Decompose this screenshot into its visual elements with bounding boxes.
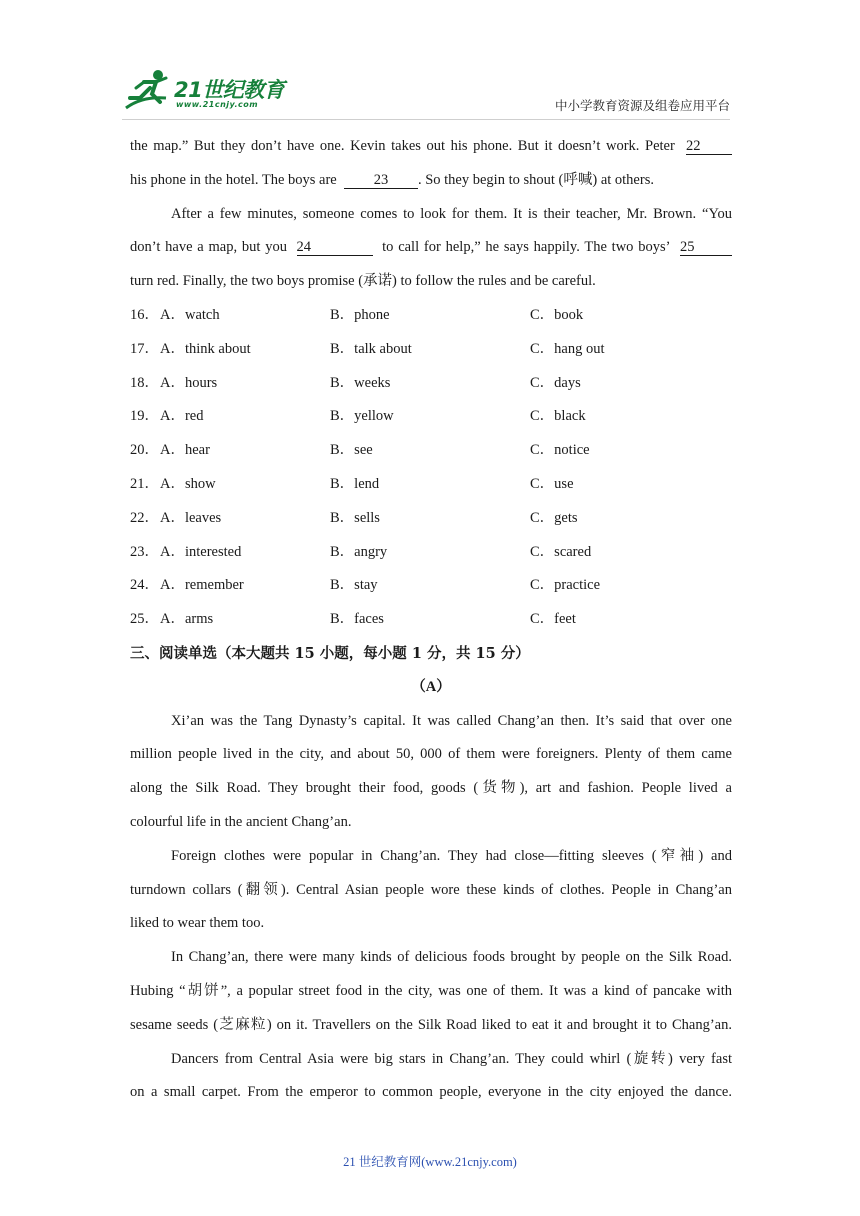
page-content <box>130 130 732 1110</box>
passage-line: liked to wear them too. <box>130 915 265 932</box>
cloze-text: don’t have a map, but you <box>130 239 287 256</box>
option-c[interactable]: C．gets <box>530 509 578 526</box>
option-c[interactable]: C．notice <box>530 442 590 459</box>
passage-line: Foreign clothes were popular in Chang’an. They had close—fitting sleeves (窄袖) and <box>171 847 732 864</box>
question-number: 21． <box>130 475 159 492</box>
option-row <box>130 502 732 536</box>
question-number: 23． <box>130 543 159 560</box>
option-c[interactable]: C．hang out <box>530 340 605 357</box>
passage-line: on a small carpet. From the emperor to common people, everyone in the city enjoyed the dance. <box>130 1084 732 1101</box>
cloze-text: . So they begin to shout (呼喊) at others. <box>417 171 654 188</box>
cloze-line <box>130 231 732 265</box>
passage-line: Dancers from Central Asia were big stars in Chang’an. They could whirl (旋转) very fast <box>171 1050 732 1067</box>
cloze-line: After a few minutes, someone comes to look for them. It is their teacher, Mr. Brown. “You <box>171 205 732 222</box>
question-number: 17． <box>130 340 159 357</box>
cloze-line <box>130 164 732 198</box>
question-number: 24． <box>130 577 159 594</box>
passage-line: colourful life in the ancient Chang’an. <box>130 813 352 830</box>
option-row <box>130 603 732 637</box>
option-a[interactable]: A．interested <box>160 543 242 560</box>
blank-22: 22 <box>686 139 732 155</box>
option-a[interactable]: A．think about <box>160 340 251 357</box>
question-number: 18． <box>130 374 159 391</box>
question-number: 16． <box>130 306 159 323</box>
blank-23: 23 <box>344 173 418 189</box>
option-b[interactable]: B．lend <box>330 475 380 492</box>
option-row <box>130 299 732 333</box>
option-row <box>130 434 732 468</box>
passage-line: Hubing “胡饼”, a popular street food in the city, was one of them. It was a kind of pancake with <box>130 982 732 999</box>
option-c[interactable]: C．feet <box>530 611 576 628</box>
option-c[interactable]: C．use <box>530 475 574 492</box>
option-a[interactable]: A．hours <box>160 374 218 391</box>
question-number: 22． <box>130 509 159 526</box>
option-b[interactable]: B．sells <box>330 509 380 526</box>
option-a[interactable]: A．red <box>160 408 204 425</box>
page-header <box>0 0 860 125</box>
cloze-text: the map.” But they don’t have one. Kevin takes out his phone. But it doesn’t work. Peter <box>130 138 675 154</box>
blank-24: 24 <box>297 240 373 256</box>
option-a[interactable]: A．watch <box>160 306 220 323</box>
option-a[interactable]: A．arms <box>160 611 214 628</box>
option-a[interactable]: A．hear <box>160 442 210 459</box>
option-c[interactable]: C．days <box>530 374 581 391</box>
option-row <box>130 400 732 434</box>
option-row <box>130 367 732 401</box>
option-b[interactable]: B．see <box>330 442 373 459</box>
passage-line: In Chang’an, there were many kinds of delicious foods brought by people on the Silk Road. <box>171 949 732 966</box>
option-a[interactable]: A．leaves <box>160 509 222 526</box>
option-c[interactable]: C．book <box>530 306 584 323</box>
passage-line: along the Silk Road. They brought their food, goods (货物), art and fashion. People lived a <box>130 780 732 797</box>
passage-line: sesame seeds (芝麻粒) on it. Travellers on the Silk Road liked to eat it and brought it to Chang’an. <box>130 1016 732 1033</box>
question-number: 20． <box>130 442 159 459</box>
option-c[interactable]: C．black <box>530 408 586 425</box>
option-c[interactable]: C．practice <box>530 577 601 594</box>
option-b[interactable]: B．weeks <box>330 374 391 391</box>
passage-line: Xi’an was the Tang Dynasty’s capital. It was called Chang’an then. It’s said that over one <box>171 712 732 729</box>
passage-line: million people lived in the city, and about 50, 000 of them were foreigners. Plenty of them came <box>130 746 732 763</box>
cloze-line: turn red. Finally, the two boys promise (承诺) to follow the rules and be careful. <box>130 273 596 290</box>
option-row <box>130 536 732 570</box>
option-b[interactable]: B．talk about <box>330 340 412 357</box>
option-b[interactable]: B．angry <box>330 543 388 560</box>
option-b[interactable]: B．phone <box>330 306 390 323</box>
header-divider <box>122 119 730 120</box>
logo-url: www.21cnjy.com <box>176 100 259 109</box>
passage-label: （A） <box>411 678 451 695</box>
option-row <box>130 569 732 603</box>
option-b[interactable]: B．faces <box>330 611 384 628</box>
site-name: 中小学教育资源及组卷应用平台 <box>554 99 730 113</box>
section-title: 三、阅读单选（本大题共 15 小题，每小题 1 分，共 15 分） <box>130 644 530 662</box>
options-list <box>130 299 732 637</box>
option-row <box>130 468 732 502</box>
option-b[interactable]: B．stay <box>330 577 378 594</box>
option-a[interactable]: A．show <box>160 475 216 492</box>
blank-25: 25 <box>680 240 732 256</box>
logo-text: 21世纪教育 <box>174 78 285 102</box>
option-c[interactable]: C．scared <box>530 543 592 560</box>
option-b[interactable]: B．yellow <box>330 408 394 425</box>
cloze-text: to call for help,” he says happily. The two boys’ <box>382 239 671 256</box>
option-a[interactable]: A．remember <box>160 577 244 594</box>
passage-line: turndown collars (翻领). Central Asian people wore these kinds of clothes. People in Chang’an <box>130 881 732 898</box>
question-number: 25． <box>130 611 159 628</box>
runner-icon <box>122 68 174 114</box>
page-footer[interactable]: 21 世纪教育网(www.21cnjy.com) <box>343 1155 517 1169</box>
site-logo[interactable] <box>122 68 292 116</box>
question-number: 19． <box>130 408 159 425</box>
cloze-text: his phone in the hotel. The boys are <box>130 171 337 188</box>
cloze-line <box>130 130 732 164</box>
option-row <box>130 333 732 367</box>
